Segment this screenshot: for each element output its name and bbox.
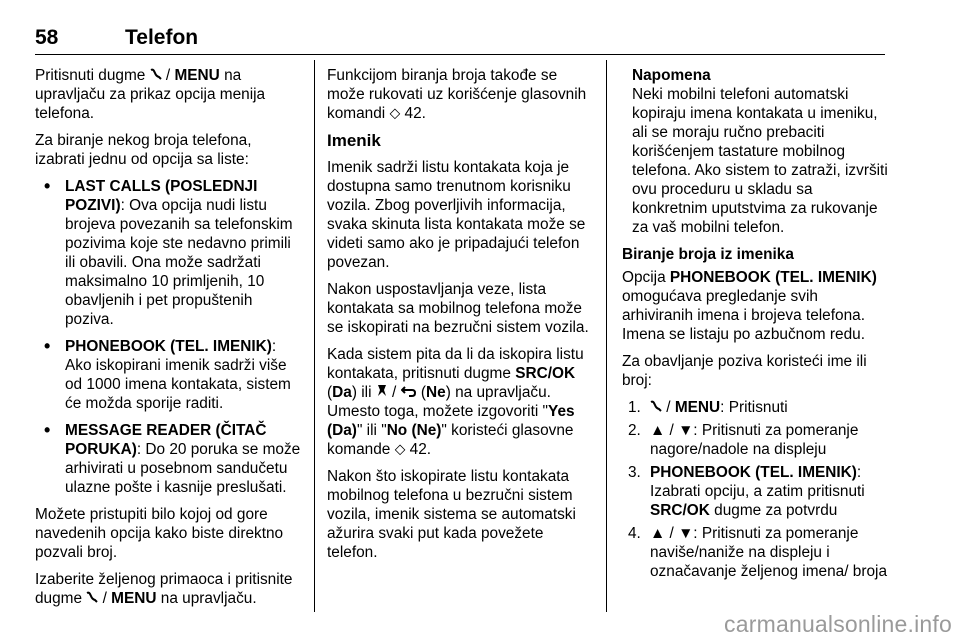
- arrow-down-icon: ▼: [678, 525, 694, 542]
- list-item: • PHONEBOOK (TEL. IMENIK): Ako iskopirani imenik sadrži više od 1000 imena kontakata, sistem će možda sporije raditi.: [35, 337, 301, 413]
- page-number: 58: [35, 26, 59, 49]
- list-item: • MESSAGE READER (ČITAČ PORUKA): Do 20 poruka se može arhivirati u posebnom sandučetu ulazne pošte i kasnije preslušati.: [35, 421, 301, 497]
- page-header: [35, 26, 885, 55]
- column-divider: [314, 60, 315, 612]
- list-item: 4. ▲ / ▼: Pritisnuti za pomeranje naviše/naniže na displeju i označavanje željenog imena/ broja: [628, 525, 887, 580]
- paragraph: Funkcijom biranja broja takođe se može rukovati uz korišćenje glasovnih komandi ⬦ 42.: [327, 67, 587, 122]
- note-box: [622, 66, 888, 237]
- paragraph: Možete pristupiti bilo kojoj od gore navedenih opcija kako biste direktno pozvali broj.: [35, 506, 284, 561]
- arrow-up-icon: ▲: [650, 525, 666, 542]
- paragraph: Opcija PHONEBOOK (TEL. IMENIK) omogućava pregledanje svih arhiviranih imena i brojeva telefona. Imena se listaju po azbučnom redu.: [622, 269, 877, 343]
- subheading: Biranje broja iz imenika: [622, 246, 794, 263]
- list-item: • LAST CALLS (POSLEDNJI POZIVI): Ova opcija nudi listu brojeva povezanih sa telefonskim pozivima koje ste nedavno primili ili obavili. Ona može sadržati maksimalno 10 primljenih, 10 obavljenih i pet propuštenih poziva.: [35, 177, 301, 329]
- column-2: [327, 66, 593, 570]
- list-item: 1. / MENU: Pritisnuti: [628, 399, 788, 416]
- paragraph: Za obavljanje poziva koristeći ime ili broj:: [622, 353, 867, 389]
- page-ref-icon: ⬦: [394, 441, 406, 458]
- watermark: carmanualsonline.info: [724, 611, 952, 637]
- paragraph: Za biranje nekog broja telefona, izabrati jednu od opcija sa liste:: [35, 132, 252, 168]
- phone-call-icon: [86, 589, 98, 608]
- steps-list: [622, 398, 888, 581]
- arrow-down-icon: ▼: [678, 422, 694, 439]
- voice-command-icon: [376, 383, 388, 402]
- paragraph: Pritisnuti dugme / MENU na upravljaču za prikaz opcija menija telefona.: [35, 67, 266, 122]
- column-divider: [606, 60, 607, 612]
- note-title: Napomena: [632, 67, 711, 84]
- paragraph: Izaberite željenog primaoca i pritisnite dugme / MENU na upravljaču.: [35, 571, 293, 607]
- list-item: 2. ▲ / ▼: Pritisnuti za pomeranje nagore/nadole na displeju: [628, 422, 859, 458]
- phone-call-icon: [650, 398, 662, 417]
- arrow-up-icon: ▲: [650, 422, 666, 439]
- paragraph: Nakon uspostavljanja veze, lista kontakata sa mobilnog telefona može se iskopirati na bezručni sistem vozila.: [327, 281, 589, 336]
- note-text: Neki mobilni telefoni automatski kopiraju imena kontakata u imeniku, ali se moraju ručno prebaciti korišćenjem tastature mobilnog telefona. Ako sistem to zatraži, izvršiti ovu proceduru u skladu sa konkretnim uputstvima za rukovanje za vaš mobilni telefon.: [632, 86, 888, 236]
- page-title: Telefon: [125, 26, 199, 49]
- column-1: [35, 66, 301, 616]
- page-ref-icon: ⬦: [389, 105, 401, 122]
- back-arrow-icon: [401, 383, 417, 402]
- column-3: [622, 66, 888, 585]
- options-list: [35, 177, 301, 497]
- paragraph: Nakon što iskopirate listu kontakata mobilnog telefona u bezručni sistem vozila, imenik sistema se automatski ažurira svaki put kada povežete telefon.: [327, 468, 576, 561]
- phone-call-icon: [150, 66, 162, 85]
- paragraph: Kada sistem pita da li da iskopira listu kontakata, pritisnuti dugme SRC/OK (Da) ili / (Ne) na upravljaču. Umesto toga, možete izgovoriti "Yes (Da)" ili "No (Ne)" koristeći glasovne komande ⬦ 42.: [327, 346, 584, 458]
- section-heading: Imenik: [327, 131, 381, 150]
- paragraph: Imenik sadrži listu kontakata koja je dostupna samo trenutnom korisniku vozila. Zbog poverljivih informacija, svaka skinuta lista kontakata može se videti samo ako je pripadajući telefon povezan.: [327, 159, 586, 271]
- list-item: 3. PHONEBOOK (TEL. IMENIK): Izabrati opciju, a zatim pritisnuti SRC/OK dugme za potvrdu: [628, 464, 865, 519]
